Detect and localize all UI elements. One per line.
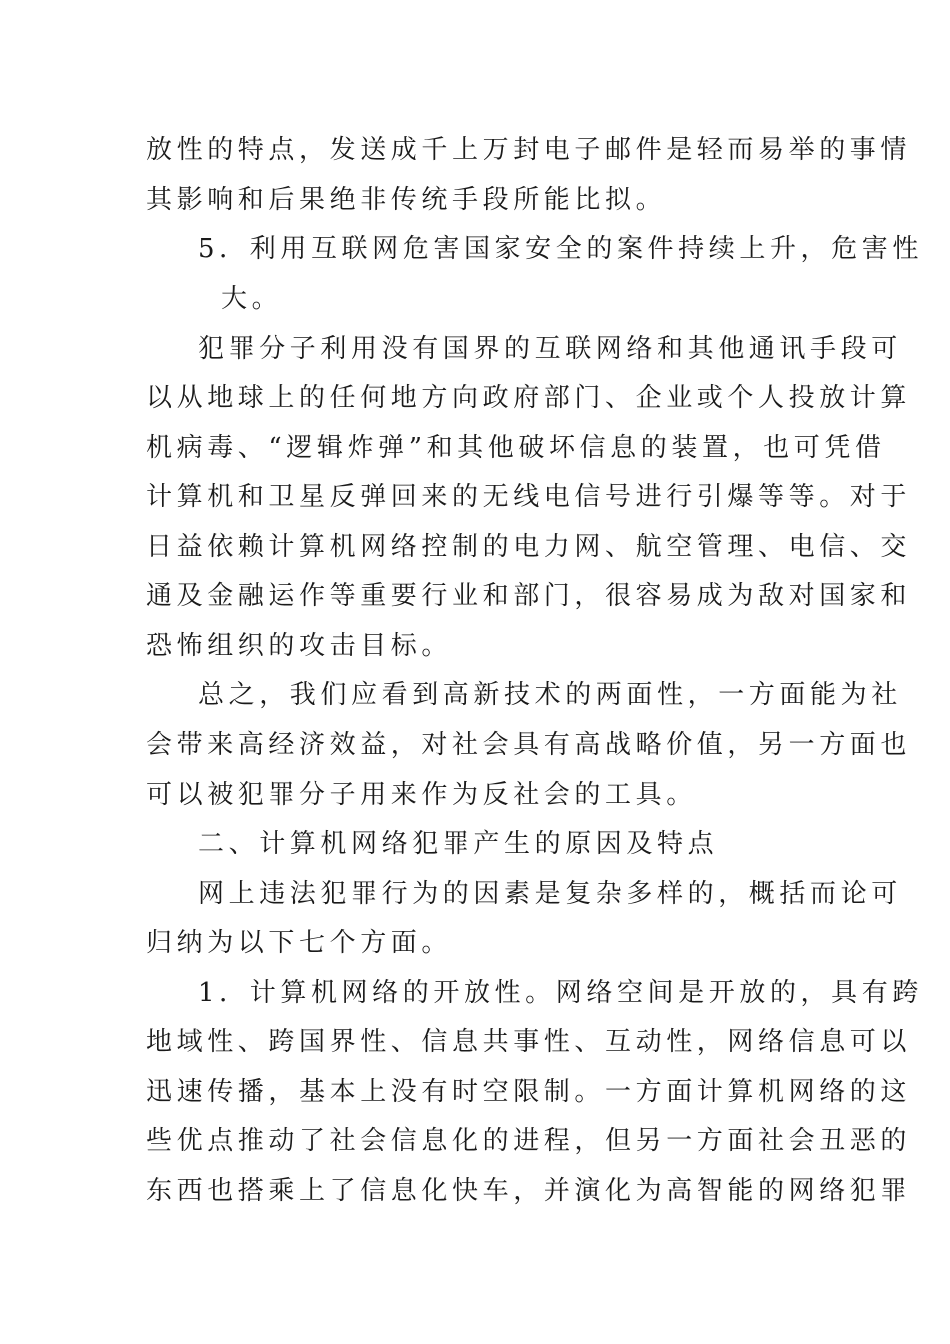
text-line: 以从地球上的任何地方向政府部门、企业或个人投放计算 (146, 383, 912, 413)
list-item-heading: 5．利用互联网危害国家安全的案件持续上升，危害性 (198, 234, 923, 264)
paragraph-start: 犯罪分子利用没有国界的互联网络和其他通讯手段可 (198, 334, 902, 364)
paragraph-start: 1．计算机网络的开放性。网络空间是开放的，具有跨 (198, 978, 923, 1008)
section-heading: 二、计算机网络犯罪产生的原因及特点 (198, 829, 719, 859)
text-line: 迅速传播，基本上没有时空限制。一方面计算机网络的这 (146, 1077, 912, 1107)
text-line: 地域性、跨国界性、信息共事性、互动性，网络信息可以 (146, 1027, 912, 1057)
text-line: 计算机和卫星反弹回来的无线电信号进行引爆等等。对于 (146, 482, 912, 512)
text-line: 通及金融运作等重要行业和部门，很容易成为敌对国家和 (146, 581, 912, 611)
text-line: 归纳为以下七个方面。 (146, 928, 453, 958)
list-item-heading: 大。 (221, 284, 283, 314)
paragraph-start: 网上违法犯罪行为的因素是复杂多样的，概括而论可 (198, 879, 902, 909)
text-line: 机病毒、“逻辑炸弹”和其他破坏信息的装置，也可凭借 (146, 433, 886, 463)
text-line: 恐怖组织的攻击目标。 (146, 631, 453, 661)
text-line: 其影响和后果绝非传统手段所能比拟。 (146, 185, 667, 215)
paragraph-start: 总之，我们应看到高新技术的两面性，一方面能为社 (198, 680, 902, 710)
text-line: 放性的特点，发送成千上万封电子邮件是轻而易举的事情 (146, 135, 912, 165)
text-line: 会带来高经济效益，对社会具有高战略价值，另一方面也 (146, 730, 912, 760)
text-line: 可以被犯罪分子用来作为反社会的工具。 (146, 780, 697, 810)
text-line: 日益依赖计算机网络控制的电力网、航空管理、电信、交 (146, 532, 912, 562)
text-line: 东西也搭乘上了信息化快车，并演化为高智能的网络犯罪 (146, 1176, 912, 1206)
text-line: 些优点推动了社会信息化的进程，但另一方面社会丑恶的 (146, 1126, 912, 1156)
